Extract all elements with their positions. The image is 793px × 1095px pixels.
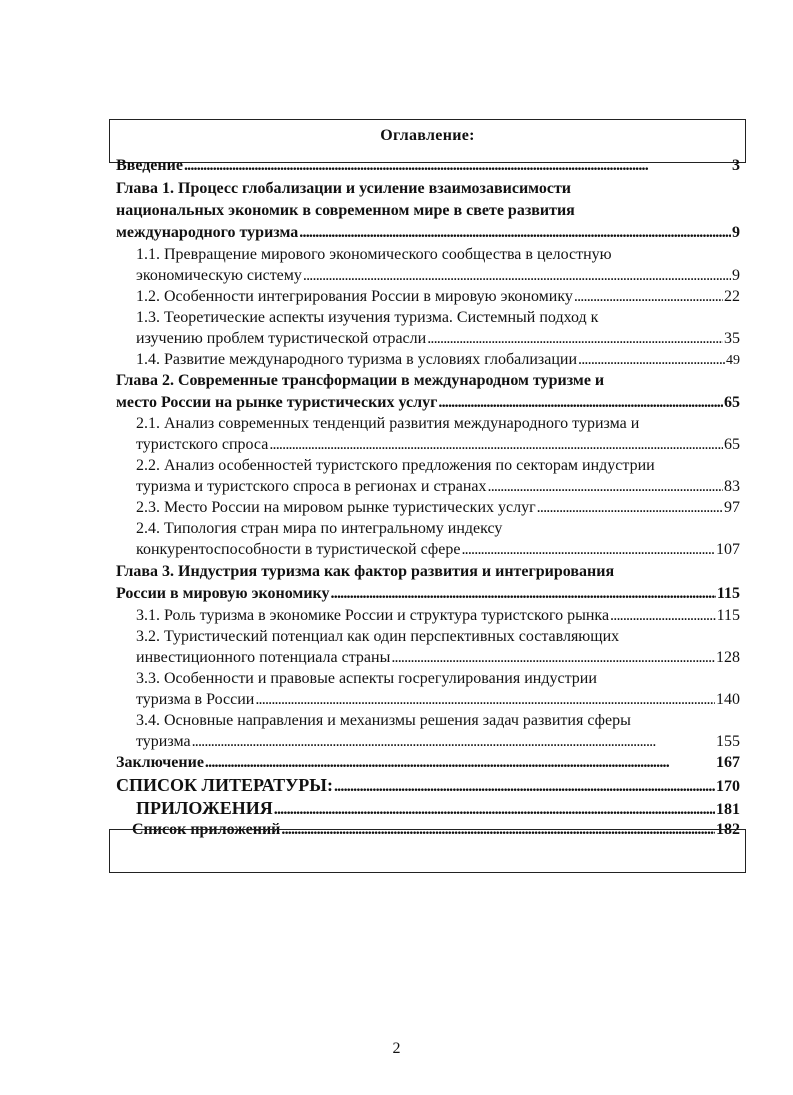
toc-entry-text: конкурентоспособности в туристической сфере [136, 541, 461, 558]
toc-entry-text: инвестиционного потенциала страны [136, 649, 391, 666]
toc-entry-text: Введение [116, 157, 183, 174]
toc-entry-2-1-end [136, 435, 740, 455]
toc-entry-2-4-end [136, 540, 740, 560]
toc-entry-3-2-end [136, 648, 740, 668]
leader-dots [303, 266, 731, 286]
toc-entry-text: Глава 1. Процесс глобализации и усиление взаимозависимости [116, 180, 572, 197]
toc-entry-text: 3.1. Роль туризма в экономике России и структура туристского рынка [136, 607, 610, 624]
toc-entry-text: место России на рынке туристических услуг [116, 394, 438, 411]
toc-entry-text: Список приложений [132, 821, 281, 838]
leader-dots [255, 690, 715, 710]
toc-entry-3-3 [136, 669, 740, 689]
toc-entry-page: 107 [716, 541, 740, 558]
toc-entry-2-2-end [136, 477, 740, 497]
toc-entry-page: 182 [716, 821, 740, 838]
toc-entry-page: 181 [716, 801, 740, 818]
toc-entry-text: 3.4. Основные направления и механизмы решения задач развития сферы [136, 712, 631, 729]
toc-entry-page: 170 [716, 778, 740, 795]
toc-entry-page: 128 [716, 649, 740, 666]
toc-entry-text: 3.2. Туристический потенциал как один перспективных составляющих [136, 628, 620, 645]
toc-entry-page: 3 [732, 157, 740, 174]
page-number: 2 [392, 1040, 401, 1057]
toc-entry-text: ПРИЛОЖЕНИЯ [136, 798, 273, 818]
toc-entry-page: 83 [724, 478, 740, 495]
toc-entry-text: 1.1. Превращение мирового экономического сообщества в целостную [136, 246, 612, 263]
toc-entry-2-2 [136, 456, 740, 476]
toc-entry-page: 9 [732, 224, 740, 241]
leader-dots [578, 350, 725, 370]
toc-entry-page: 167 [716, 754, 740, 771]
toc-entry-3-3-end [136, 690, 740, 710]
toc-entry-3-4-end [136, 732, 740, 752]
toc-entry-page: 115 [716, 607, 740, 624]
toc-entry-text: туризма и туристского спроса в регионах и странах [136, 478, 487, 495]
leader-dots [488, 477, 724, 497]
toc-entry-introduction [116, 156, 740, 176]
toc-entry-text: 1.2. Особенности интегрирования России в мировую экономику [136, 288, 573, 305]
toc-entry-text: 2.2. Анализ особенностей туристского предложения по секторам индустрии [136, 457, 655, 474]
toc-entry-text: международного туризма [116, 224, 299, 241]
leader-dots [331, 584, 716, 604]
toc-entry-page: 65 [724, 436, 740, 453]
toc-entry-text: изучению проблем туристической отрасли [136, 330, 427, 347]
toc-entry-text: туризма в России [136, 691, 255, 708]
toc-entry-1-4 [136, 350, 740, 370]
toc-entry-2-1 [136, 414, 740, 434]
toc-entry-1-3-end [136, 329, 740, 349]
toc-entry-text: Глава 3. Индустрия туризма как фактор развития и интегрирования [116, 563, 615, 580]
toc-entry-text: 1.4. Развитие международного туризма в условиях глобализации [136, 351, 578, 368]
toc-entry-page: 155 [716, 733, 740, 750]
leader-dots [192, 732, 715, 752]
toc-entry-text: 2.4. Типология стран мира по интегральному индексу [136, 520, 503, 537]
toc-entry-page: 9 [732, 267, 740, 284]
toc-entry-text: 3.3. Особенности и правовые аспекты госрегулирования индустрии [136, 670, 597, 687]
toc-entry-page: 97 [724, 499, 740, 516]
leader-dots [461, 540, 715, 560]
toc-entry-bibliography [116, 774, 740, 796]
toc-entry-page: 140 [716, 691, 740, 708]
toc-entry-text: СПИСОК ЛИТЕРАТУРЫ: [116, 775, 333, 795]
leader-dots [299, 223, 731, 243]
toc-entry-conclusion [116, 753, 740, 773]
toc-entry-text: 2.3. Место России на мировом рынке туристических услуг [136, 499, 536, 516]
leader-dots [391, 648, 715, 668]
toc-entry-page: 115 [716, 585, 740, 602]
toc-entry-2-4 [136, 519, 740, 539]
leader-dots [269, 435, 723, 455]
leader-dots [205, 753, 715, 773]
leader-dots [537, 498, 723, 518]
leader-dots [438, 393, 723, 413]
toc-entry-chapter-2 [116, 371, 740, 391]
toc-entry-2-3 [136, 498, 740, 518]
toc-entry-chapter-3 [116, 562, 740, 582]
toc-entry-chapter-1-end [116, 223, 740, 243]
toc-entry-text: экономическую систему [136, 267, 302, 284]
toc-entry-3-2 [136, 627, 740, 647]
toc-entry-appendices [136, 797, 740, 819]
toc-title: Оглавление: [380, 127, 475, 144]
toc-entry-1-3 [136, 308, 740, 328]
toc-entry-1-2 [136, 287, 740, 307]
toc-entry-page: 65 [724, 394, 740, 411]
toc-entry-1-1 [136, 245, 740, 265]
toc-entry-text: 1.3. Теоретические аспекты изучения туризма. Системный подход к [136, 309, 599, 326]
toc-entry-page: 22 [724, 288, 740, 305]
leader-dots [274, 799, 715, 821]
toc-entry-1-1-end [136, 266, 740, 286]
toc-entry-text: туризма [136, 733, 191, 750]
leader-dots [574, 287, 723, 307]
toc-entry-page: 35 [724, 330, 740, 347]
leader-dots [610, 606, 716, 626]
toc-entry-chapter-1-cont [116, 201, 740, 221]
toc-entry-3-1 [136, 606, 740, 626]
toc-entry-text: 2.1. Анализ современных тенденций развития международного туризма и [136, 415, 640, 432]
leader-dots [427, 329, 723, 349]
toc-entry-chapter-2-end [116, 393, 740, 413]
toc-entry-text: Заключение [116, 754, 204, 771]
toc-entry-chapter-3-end [116, 584, 740, 604]
toc-entry-chapter-1 [116, 179, 740, 199]
toc-entry-text: национальных экономик в современном мире в свете развития [116, 202, 575, 219]
toc-bottom-frame [109, 829, 746, 873]
toc-entry-text: Глава 2. Современные трансформации в международном туризме и [116, 372, 605, 389]
leader-dots [184, 156, 731, 176]
leader-dots [334, 776, 715, 798]
toc-entry-text: туристского спроса [136, 436, 269, 453]
toc-entry-3-4 [136, 711, 740, 731]
toc-entry-page: 49 [726, 353, 740, 368]
toc-entry-text: России в мировую экономику [116, 585, 330, 602]
